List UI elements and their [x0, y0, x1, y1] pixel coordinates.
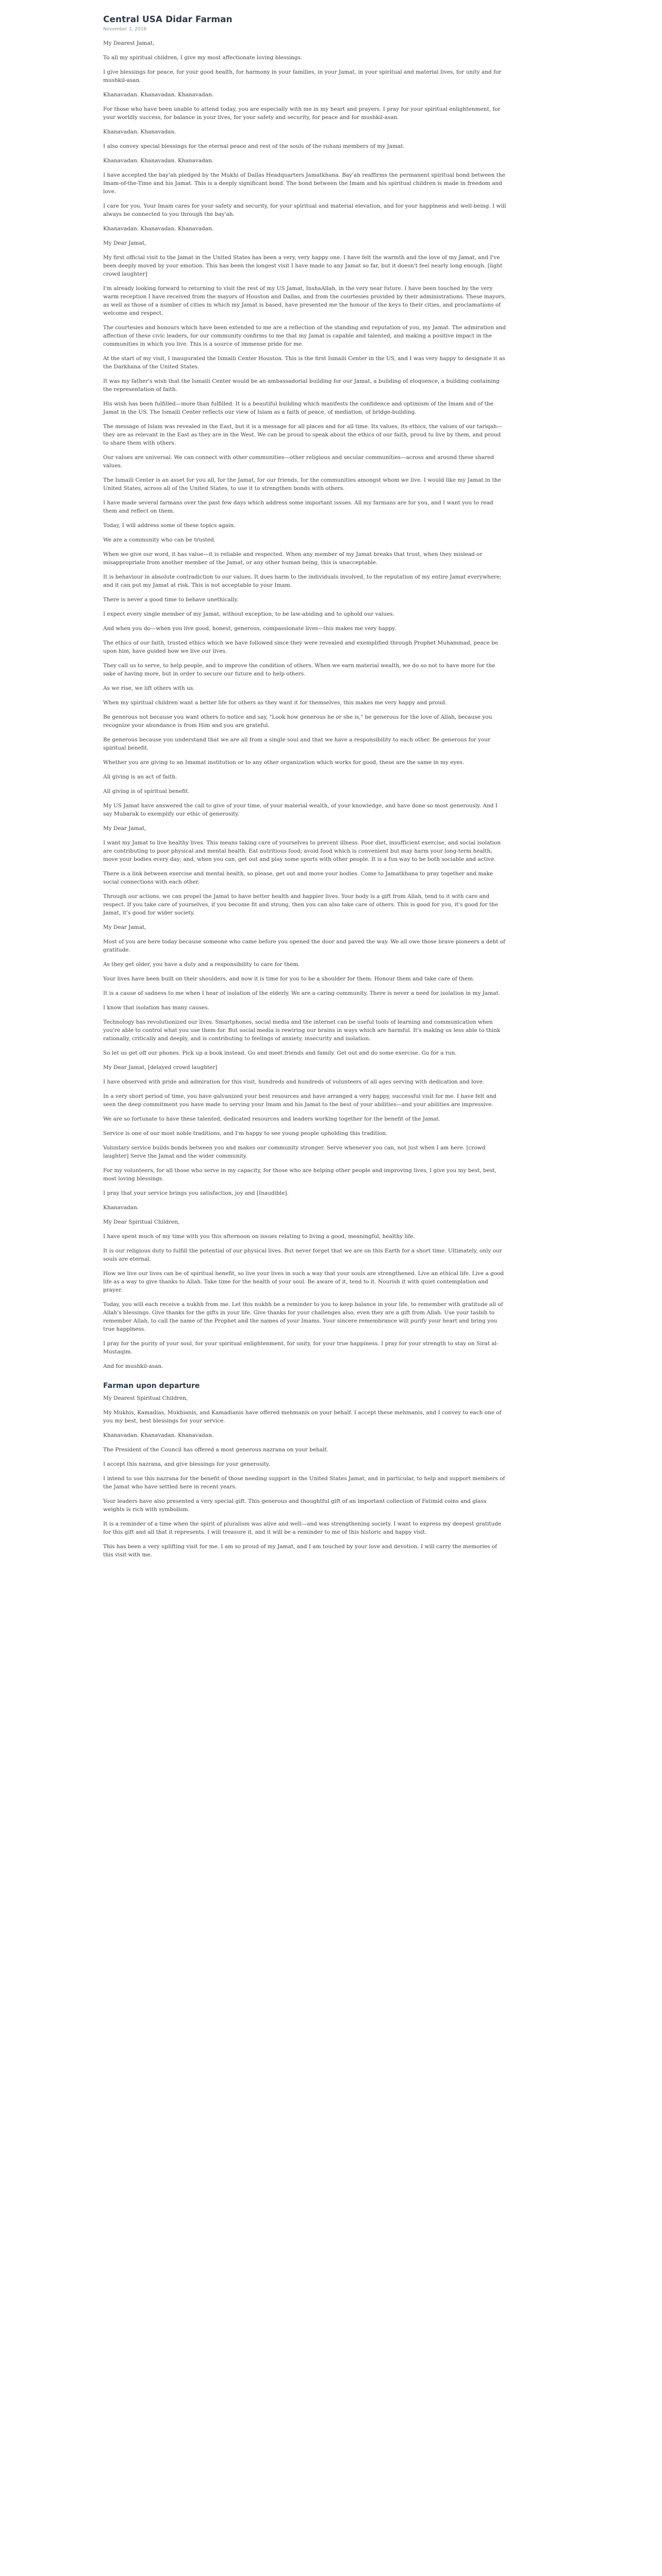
paragraph: Most of you are here today because someone who came before you opened the door and paved the way. We all owe those brave pioneers a debt of gratitude.	[103, 939, 506, 953]
paragraph: For those who have been unable to attend today, you are especially with me in my heart and prayers. I pray for your spiritual enlightenment, for your worldly success, for balance in your lives, for your safety and security, for peace and for mushkil-asan.	[103, 106, 501, 121]
paragraph: My Dear Jamat, [delayed crowd laughter]	[103, 1064, 218, 1071]
paragraph: I give blessings for peace, for your good health, for harmony in your families, in your Jamat, in your spiritual and material lives, for unity and for mushkil-asan.	[103, 69, 502, 83]
paragraph: Be generous not because you want others to notice and say, "Look how generous he or she is," be generous for the love of Allah, because you recognize your abundance is from Him and you are grateful.	[103, 714, 492, 728]
paragraph: And when you do—when you live good, honest, generous, compassionate lives—this makes me very happy.	[103, 625, 396, 632]
paragraph: I care for you. Your Imam cares for your safety and security, for your spiritual and material elevation, and for your happiness and well-being. I will always be connected to you through the bay'ah.	[103, 203, 506, 217]
paragraph: I have observed with pride and admiration for this visit, hundreds and hundreds of volunteers of all ages serving with dedication and love.	[103, 1079, 485, 1085]
paragraph: Our values are universal. We can connect with other communities—other religious and secular communities—across and around these shared values.	[103, 454, 494, 469]
paragraph: Be generous because you understand that we are all from a single soul and that we have a responsibility to each other. Be generous for your spiritual benefit.	[103, 737, 491, 751]
paragraph: I'm already looking forward to returning to visit the rest of my US Jamat, InshaAllah, in the very near future. I have been touched by the very warm reception I have received from the mayors of Houston and Dallas, and from the courtesies provided by their administrations. These mayors, as well as those of a number of cities in which my Jamat is based, have presented me the honour of the keys to their cities, and proclamations of welcome and respect.	[103, 285, 506, 316]
paragraph: So let us get off our phones. Pick up a book instead. Go and meet friends and family. Get out and do some exercise. Go for a run.	[103, 1050, 457, 1056]
paragraph: I pray for the purity of your soul, for your spiritual enlightenment, for unity, for your true happiness. I pray for your strength to stay on Sirat al-Mustaqim.	[103, 1341, 499, 1355]
paragraph: We are so fortunate to have these talented, dedicated resources and leaders working together for the benefit of the Jamat.	[103, 1116, 441, 1122]
paragraph: I also convey special blessings for the eternal peace and rest of the souls of the ruhani members of my Jamat.	[103, 143, 405, 149]
paragraph: Khanavadan. Khanavadan.	[103, 129, 176, 135]
paragraph: Khanavadan. Khanavadan. Khanavadan.	[103, 1432, 214, 1438]
paragraph: As they get older, you have a duty and a responsibility to care for them.	[103, 961, 300, 968]
paragraph: The message of Islam was revealed in the East, but it is a message for all places and for all time. Its values, its ethics, the values of our tariqah—they are as relevant in the East as they are in the West. We can be proud to speak about the ethics of our faith, proud to live by them, and proud to share them with others.	[103, 423, 503, 446]
paragraph: His wish has been fulfilled—more than fulfilled. It is a beautiful building which manifests the confidence and optimism of the Imam and of the Jamat in the US. The Ismaili Center reflects our view of Islam as a faith of peace, of mediation, of bridge-building.	[103, 401, 493, 415]
paragraph: Through our actions, we can propel the Jamat to have better health and happier lives. Your body is a gift from Allah, tend to it with care and respect. If you take care of yourselves, if you become fit and strong, then you can also take care of others. This is good for you, it's good for the Jamat, it's good for wider society.	[103, 893, 499, 916]
paragraph: It is a reminder of a time when the spirit of pluralism was alive and well—and was strengthening society. I want to express my deepest gratitude for this gift and all that it represents. I will treasure it, and it will be a reminder to me of this historic and happy visit.	[103, 1521, 502, 1535]
section-heading: Farman upon departure	[103, 1382, 200, 1390]
paragraph: Today, you will each receive a nukhh from me. Let this nukhh be a reminder to you to keep balance in your life, to remember with gratitude all of Allah's blessings. Give thanks for the gifts in your life. Give thanks for your challenges also, even they are a gift from Allah. Use your tasbih to remember Allah, to call the name of the Prophet and the names of your Imams. Your sincere remembrance will purify your heart and bring you true happiness.	[103, 1301, 503, 1332]
paragraph: Voluntary service builds bonds between you and makes our community stronger. Serve whenever you can, not just when I am here. [crowd laughter] Serve the Jamat and the wider community.	[103, 1145, 486, 1159]
publish-date: November 3, 2018	[103, 27, 147, 32]
paragraph: I have made several farmans over the past few days which address some important issues. All my farmans are for you, and I want you to read them and reflect on them.	[103, 500, 493, 514]
paragraph: Your leaders have also presented a very special gift. This generous and thoughtful gift of an important collection of Fatimid coins and glass weights is rich with symbolism.	[103, 1498, 487, 1513]
paragraph: Whether you are giving to an Imamat institution or to any other organization which works for good, these are the same in my eyes.	[103, 759, 465, 766]
paragraph: It is behaviour in absolute contradiction to our values. It does harm to the individuals involved, to the reputation of my entire Jamat everywhere; and it can put my Jamat at risk. This is not acceptable to your Imam.	[103, 574, 502, 588]
paragraph: Khanavadan. Khanavadan. Khanavadan.	[103, 92, 214, 98]
paragraph: When my spiritual children want a better life for others as they want it for themselves, this makes me very happy and proud.	[103, 700, 447, 706]
paragraph: It is a cause of sadness to me when I hear of isolation of the elderly. We are a caring community. There is never a need for isolation in my Jamat.	[103, 990, 500, 996]
paragraph: I accept this nazrana, and give blessings for your generosity.	[103, 1461, 270, 1467]
farman-body	[103, 39, 507, 1370]
paragraph: My first official visit to the Jamat in the United States has been a very, very happy one. I have felt the warmth and the love of my Jamat, and I've been deeply moved by your emotion. This has been the longest visit I have made to any Jamat so far, but it doesn't feel nearly long enough. [light crowd laughter]	[103, 255, 503, 277]
paragraph: There is never a good time to behave unethically.	[103, 597, 239, 603]
paragraph: We are a community who can be trusted.	[103, 537, 216, 543]
paragraph: My Dear Jamat,	[103, 825, 146, 832]
paragraph: This has been a very uplifting visit for me. I am so proud of my Jamat, and I am touched by your love and devotion. I will carry the memories of this visit with me.	[103, 1544, 498, 1558]
paragraph: As we rise, we lift others with us.	[103, 685, 195, 691]
paragraph: Khanavadan.	[103, 1205, 139, 1211]
paragraph: I have spent much of my time with you this afternoon on issues relating to living a good, meaningful, healthy life.	[103, 1233, 415, 1240]
paragraph: Your lives have been built on their shoulders, and now it is time for you to be a shoulder for them. Honour them and take care of them.	[103, 976, 475, 982]
paragraph: In a very short period of time, you have galvanized your best resources and have arranged a very happy, successful visit for me. I have felt and seen the deep commitment you have made to serving your Imam and his Jamat to the best of your abilities—and your abilities are impressive.	[103, 1093, 496, 1108]
paragraph: How we live our lives can be of spiritual benefit, so live your lives in such a way that your souls are strengthened. Live an ethical life. Live a good life as a way to give thanks to Allah. Take time for the health of your soul. Be aware of it, tend to it. Nourish it with quiet contemplation and prayer.	[103, 1270, 504, 1293]
paragraph: It is our religious duty to fulfill the potential of our physical lives. But never forget that we are on this Earth for a short time. Ultimately, only our souls are eternal.	[103, 1248, 502, 1262]
paragraph: Service is one of our most noble traditions, and I'm happy to see young people upholding this tradition.	[103, 1130, 388, 1137]
paragraph: Khanavadan. Khanavadan. Khanavadan.	[103, 226, 214, 232]
paragraph: And for mushkil-asan.	[103, 1363, 163, 1369]
departure-farman-body	[103, 1394, 507, 1559]
paragraph: When we give our word, it has value—it is reliable and respected. When any member of my Jamat breaks that trust, when they mislead or misappropriate from another member of the Jamat, or any other human being, this is unacceptable.	[103, 551, 483, 566]
paragraph: Technology has revolutionized our lives. Smartphones, social media and the internet can be useful tools of learning and communication when you're able to control what you use them for. But social media is rewiring our brains in ways which are harmful. It's making us less able to think rationally, critically and deeply, and is contributing to feelings of anxiety, insecurity and isolation.	[103, 1019, 501, 1042]
paragraph: Today, I will address some of these topics again.	[103, 522, 236, 529]
paragraph: My Dear Jamat,	[103, 240, 146, 246]
paragraph: I have accepted the bay'ah pledged by the Mukhi of Dallas Headquarters Jamatkhana. Bay'ah reaffirms the permanent spiritual bond between the Imam-of-the-Time and his Jamat. This is a deeply significant bond. The bond between the Imam and his spiritual children is made in freedom and love.	[103, 172, 505, 195]
paragraph: I expect every single member of my Jamat, without exception, to be law-abiding and to uphold our values.	[103, 611, 394, 617]
paragraph: I intend to use this nazrana for the benefit of those needing support in the United States Jamat, and in particular, to help and support members of the Jamat who have settled here in recent years.	[103, 1476, 505, 1490]
paragraph: For my volunteers, for all those who serve in my capacity, for those who are helping other people and improving lives, I give you my best, best, most loving blessings.	[103, 1167, 496, 1182]
paragraph: They call us to serve, to help people, and to improve the condition of others. When we earn material wealth, we do so not to have more for the sake of having more, but in order to secure our future and to help others.	[103, 663, 495, 677]
page-title: Central USA Didar Farman	[103, 14, 233, 25]
paragraph: My Mukhis, Kamadias, Mukhianis, and Kamadianis have offered mehmanis on your behalf. I accept these mehmanis, and I convey to each one of you my best, best blessings for your service.	[103, 1410, 502, 1424]
paragraph: To all my spiritual children, I give my most affectionate loving blessings.	[103, 55, 303, 61]
paragraph: The ethics of our faith, trusted ethics which we have followed since they were revealed and exemplified through Prophet Muhammad, peace be upon him, have guided how we live our lives.	[103, 640, 499, 654]
paragraph: Khanavadan. Khanavadan. Khanavadan.	[103, 158, 214, 164]
paragraph: The Ismaili Center is an asset for you all, for the Jamat, for our friends, for the communities amongst whom we live. I would like my Jamat in the United States, across all of the United States, to use it to strengthen bonds with others.	[103, 477, 501, 492]
paragraph: I pray that your service brings you satisfaction, joy and [Inaudible].	[103, 1190, 289, 1196]
paragraph: I want my Jamat to live healthy lives. This means taking care of yourselves to prevent illness. Poor diet, insufficient exercise, and social isolation are contributing to poor physical and mental health. Eat nutritious food; avoid food which is convenient but may harm your long-term health; move your bodies every day; and, when you can, get out and play some sports with other people. It is a fun way to be both sociable and active.	[103, 840, 501, 862]
paragraph: It was my father's wish that the Ismaili Center would be an ambassadorial building for our Jamat, a building of eloquence, a building containing the representation of faith.	[103, 378, 500, 393]
paragraph: There is a link between exercise and mental health, so please, get out and move your bodies. Come to Jamatkhana to pray together and make social connections with each other.	[103, 871, 493, 885]
paragraph: The courtesies and honours which have been extended to me are a reflection of the standing and reputation of you, my Jamat. The admiration and affection of these civic leaders, for our community confirms to me that my Jamat is capable and talented, and making a positive impact in the communities in which you live. This is a source of immense pride for me.	[103, 325, 506, 347]
paragraph: I know that isolation has many causes.	[103, 1005, 209, 1011]
paragraph: My Dearest Spiritual Children,	[103, 1395, 188, 1401]
paragraph: All giving is an act of faith.	[103, 774, 177, 780]
paragraph: All giving is of spiritual benefit.	[103, 788, 190, 794]
paragraph: My Dear Spiritual Children,	[103, 1219, 180, 1225]
paragraph: The President of the Council has offered a most generous nazrana on your behalf.	[103, 1447, 328, 1453]
paragraph: My US Jamat have answered the call to give of your time, of your material wealth, of your knowledge, and have done so most generously. And I say Mubarak to exemplify our ethic of generosity.	[103, 803, 498, 817]
paragraph: My Dear Jamat,	[103, 924, 146, 930]
paragraph: My Dearest Jamat,	[103, 40, 155, 46]
paragraph: At the start of my visit, I inaugurated the Ismaili Center Houston. This is the first Ismaili Center in the US, and I was very happy to designate it as the Darkhana of the United States.	[103, 355, 505, 370]
